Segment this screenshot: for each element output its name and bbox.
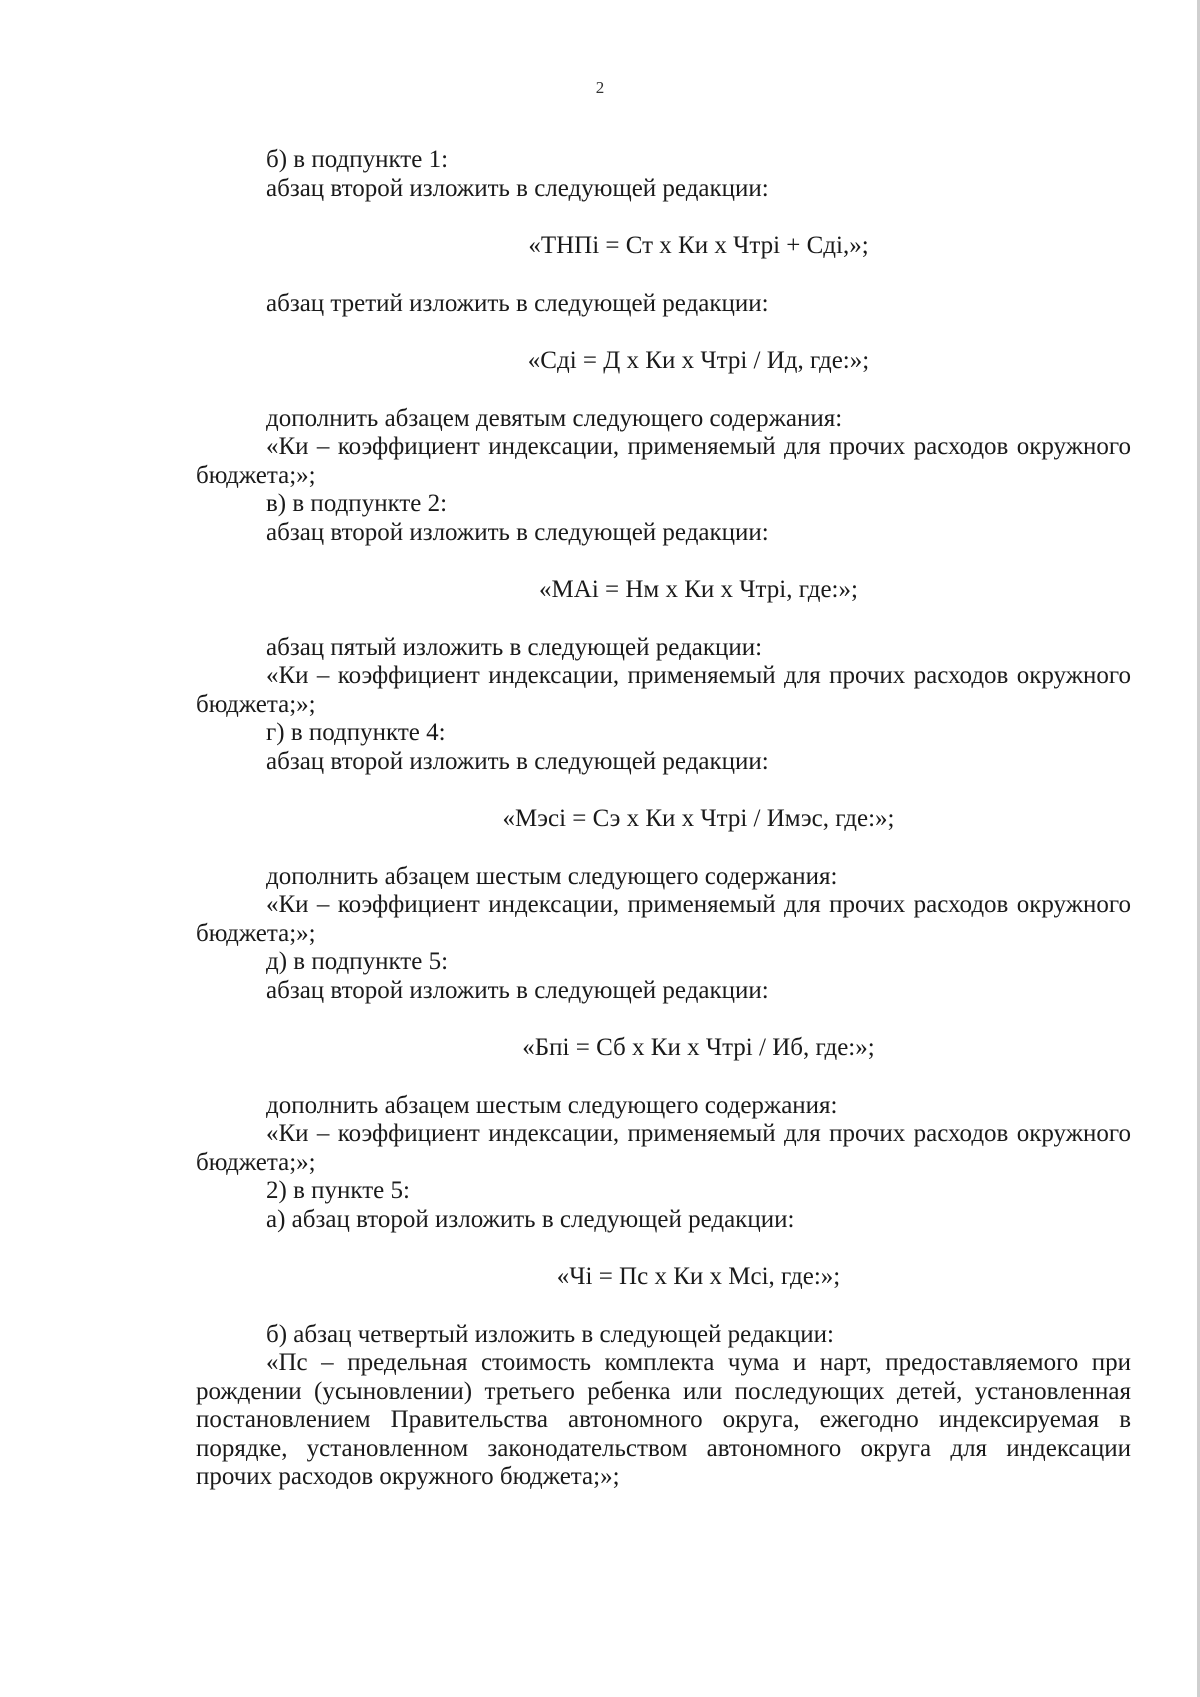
paragraph: г) в подпункте 4: bbox=[266, 719, 446, 746]
formula-sd: «Сдi = Д х Ки х Чтрi / Ид, где:»; bbox=[527, 347, 870, 374]
paragraph: абзац второй изложить в следующей редакции: bbox=[266, 747, 769, 775]
paragraph: б) в подпункте 1: bbox=[266, 146, 449, 173]
paragraph: «Ки – коэффициент индексации, применяемый для прочих расходов окружного бюджета;»; bbox=[196, 891, 1131, 947]
formula-ma: «МАi = Нм х Ки х Чтрi, где:»; bbox=[539, 576, 858, 603]
paragraph: «Ки – коэффициент индексации, применяемый для прочих расходов окружного бюджета;»; bbox=[196, 662, 1131, 718]
formula-tnp: «ТНПi = Ст х Ки х Чтрi + Сдi,»; bbox=[528, 232, 869, 259]
paragraph: в) в подпункте 2: bbox=[266, 490, 448, 517]
paragraph: абзац второй изложить в следующей редакции: bbox=[266, 174, 769, 202]
paragraph: абзац второй изложить в следующей редакции: bbox=[266, 976, 769, 1004]
paragraph: абзац пятый изложить в следующей редакции: bbox=[266, 633, 763, 661]
paragraph: дополнить абзацем шестым следующего содержания: bbox=[266, 1091, 838, 1119]
paragraph: д) в подпункте 5: bbox=[266, 948, 449, 975]
paragraph: «Ки – коэффициент индексации, применяемый для прочих расходов окружного бюджета;»; bbox=[196, 1120, 1131, 1176]
formula-mes: «Мэсi = Сэ х Ки х Чтрi / Имэс, где:»; bbox=[502, 805, 895, 832]
paragraph: а) абзац второй изложить в следующей редакции: bbox=[266, 1205, 795, 1233]
paragraph: дополнить абзацем девятым следующего содержания: bbox=[266, 404, 843, 432]
formula-bp: «Бпi = Сб х Ки х Чтрi / Иб, где:»; bbox=[522, 1034, 875, 1061]
paragraph: б) абзац четвертый изложить в следующей редакции: bbox=[266, 1320, 834, 1348]
paragraph: «Ки – коэффициент индексации, применяемый для прочих расходов окружного бюджета;»; bbox=[196, 433, 1131, 489]
paragraph: дополнить абзацем шестым следующего содержания: bbox=[266, 862, 838, 890]
paragraph: 2) в пункте 5: bbox=[266, 1177, 410, 1204]
document-body bbox=[196, 146, 1131, 1492]
paragraph: абзац третий изложить в следующей редакции: bbox=[266, 289, 769, 317]
paragraph: абзац второй изложить в следующей редакции: bbox=[266, 518, 769, 546]
page-number: 2 bbox=[595, 78, 605, 97]
formula-ch: «Чi = Пс х Ки х Мсi, где:»; bbox=[556, 1263, 841, 1290]
paragraph: «Пс – предельная стоимость комплекта чума и нарт, предоставляемого при рождении (усыновлении) третьего ребенка или последующих детей, установленная постановлением Правительства автономного округа, ежегодно индексируемая в порядке, установленном законодательством автономного округа для индексации прочих расходов окружного бюджета;»; bbox=[196, 1349, 1131, 1490]
